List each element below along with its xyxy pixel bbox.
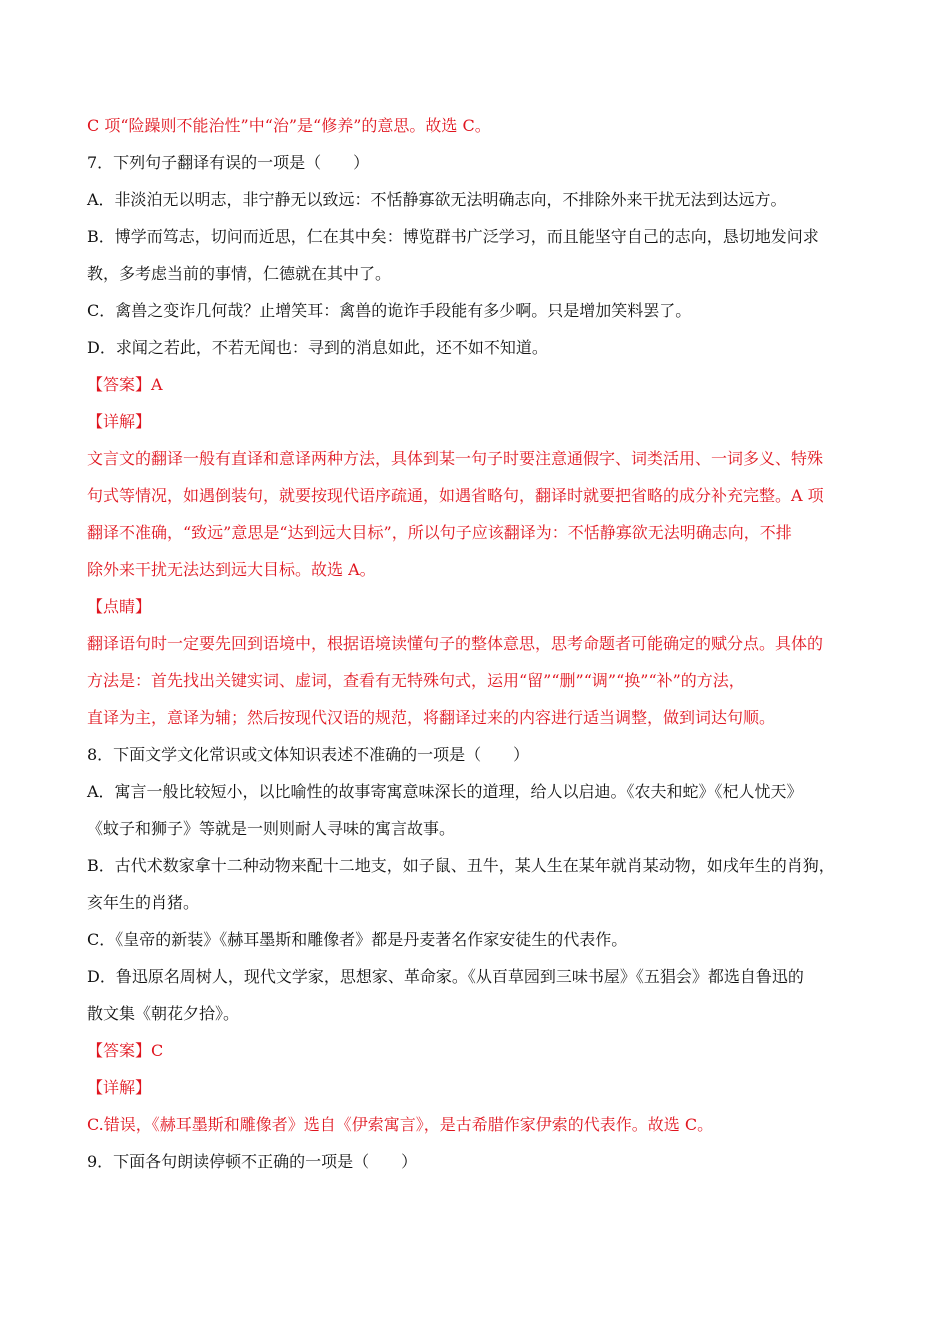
text-line xyxy=(87,963,890,991)
text-line-content: 【答案】C xyxy=(87,1041,164,1060)
text-line xyxy=(87,852,890,880)
text-line xyxy=(87,186,890,214)
text-line-content: 《蚊子和狮子》等就是一则则耐人寻味的寓言故事。 xyxy=(87,819,456,838)
text-line-content: B．古代术数家拿十二种动物来配十二地支，如子鼠、丑牛，某人生在某年就肖某动物，如戌年生的肖狗， xyxy=(87,856,835,875)
text-line xyxy=(87,815,890,843)
text-line xyxy=(87,334,890,362)
text-line-content: D．鲁迅原名周树人，现代文学家，思想家、革命家。《从百草园到三味书屋》《五猖会》都选自鲁迅的 xyxy=(87,967,804,986)
text-line xyxy=(87,778,890,806)
text-line-content: 直译为主，意译为辅；然后按现代汉语的规范，将翻译过来的内容进行适当调整，做到词达句顺。 xyxy=(87,708,776,727)
text-line xyxy=(87,112,890,140)
text-line-content: B．博学而笃志，切问而近思，仁在其中矣：博览群书广泛学习，而且能坚守自己的志向，恳切地发问求 xyxy=(87,227,819,246)
text-line xyxy=(87,704,890,732)
text-line-content: D．求闻之若此，不若无闻也：寻到的消息如此，还不如不知道。 xyxy=(87,338,548,357)
text-line xyxy=(87,1148,890,1176)
text-line-content: 句式等情况，如遇倒装句，就要按现代语序疏通，如遇省略句，翻译时就要把省略的成分补充完整。A 项 xyxy=(87,486,824,505)
text-line-content: A．非淡泊无以明志，非宁静无以致远：不恬静寡欲无法明确志向，不排除外来干扰无法到达远方。 xyxy=(87,190,787,209)
text-line xyxy=(87,630,890,658)
text-line xyxy=(87,1037,890,1065)
text-line xyxy=(87,926,890,954)
text-line xyxy=(87,482,890,510)
text-line xyxy=(87,1111,890,1139)
text-line-content: C．《皇帝的新装》《赫耳墨斯和雕像者》都是丹麦著名作家安徒生的代表作。 xyxy=(87,930,628,949)
text-line xyxy=(87,297,890,325)
text-line-content: C.错误，《赫耳墨斯和雕像者》选自《伊索寓言》，是古希腊作家伊索的代表作。故选 C。 xyxy=(87,1115,714,1134)
text-line xyxy=(87,149,890,177)
text-line-content: 【答案】A xyxy=(87,375,163,394)
text-line xyxy=(87,260,890,288)
text-line-content: 【点睛】 xyxy=(87,597,152,616)
text-line-content: 9．下面各句朗读停顿不正确的一项是（ ） xyxy=(87,1152,418,1171)
text-line-content: 文言文的翻译一般有直译和意译两种方法，具体到某一句子时要注意通假字、词类活用、一词多义、特殊 xyxy=(87,449,824,468)
text-line xyxy=(87,556,890,584)
text-line-content: 除外来干扰无法达到远大目标。故选 A。 xyxy=(87,560,376,579)
text-line-content: 7．下列句子翻译有误的一项是（ ） xyxy=(87,153,370,172)
text-line xyxy=(87,593,890,621)
text-line-content: 翻译不准确，“致远”意思是“达到远大目标”，所以句子应该翻译为：不恬静寡欲无法明确志向，不排 xyxy=(87,523,792,542)
text-line-content: A．寓言一般比较短小，以比喻性的故事寄寓意味深长的道理，给人以启迪。《农夫和蛇》《杞人忧天》 xyxy=(87,782,803,801)
text-line-content: C 项“险躁则不能治性”中“治”是“修养”的意思。故选 C。 xyxy=(87,116,491,135)
text-line xyxy=(87,889,890,917)
text-line-content: 【详解】 xyxy=(87,1078,152,1097)
text-line-content: 方法是：首先找出关键实词、虚词，查看有无特殊句式，运用“留”“删”“调”“换”“补”的方法， xyxy=(87,671,745,690)
text-line xyxy=(87,741,890,769)
text-line xyxy=(87,223,890,251)
text-line xyxy=(87,371,890,399)
text-line-content: 教，多考虑当前的事情，仁德就在其中了。 xyxy=(87,264,392,283)
text-line-content: 散文集《朝花夕拾》。 xyxy=(87,1004,240,1023)
text-line-content: C．禽兽之变诈几何哉？止增笑耳：禽兽的诡诈手段能有多少啊。只是增加笑料罢了。 xyxy=(87,301,692,320)
text-line xyxy=(87,445,890,473)
text-line xyxy=(87,519,890,547)
text-line xyxy=(87,1074,890,1102)
text-line xyxy=(87,408,890,436)
text-line-content: 8．下面文学文化常识或文体知识表述不准确的一项是（ ） xyxy=(87,745,530,764)
text-line-content: 翻译语句时一定要先回到语境中，根据语境读懂句子的整体意思，思考命题者可能确定的赋分点。具体的 xyxy=(87,634,824,653)
text-line xyxy=(87,1000,890,1028)
text-line-content: 【详解】 xyxy=(87,412,152,431)
text-line xyxy=(87,667,890,695)
text-line-content: 亥年生的肖猪。 xyxy=(87,893,200,912)
